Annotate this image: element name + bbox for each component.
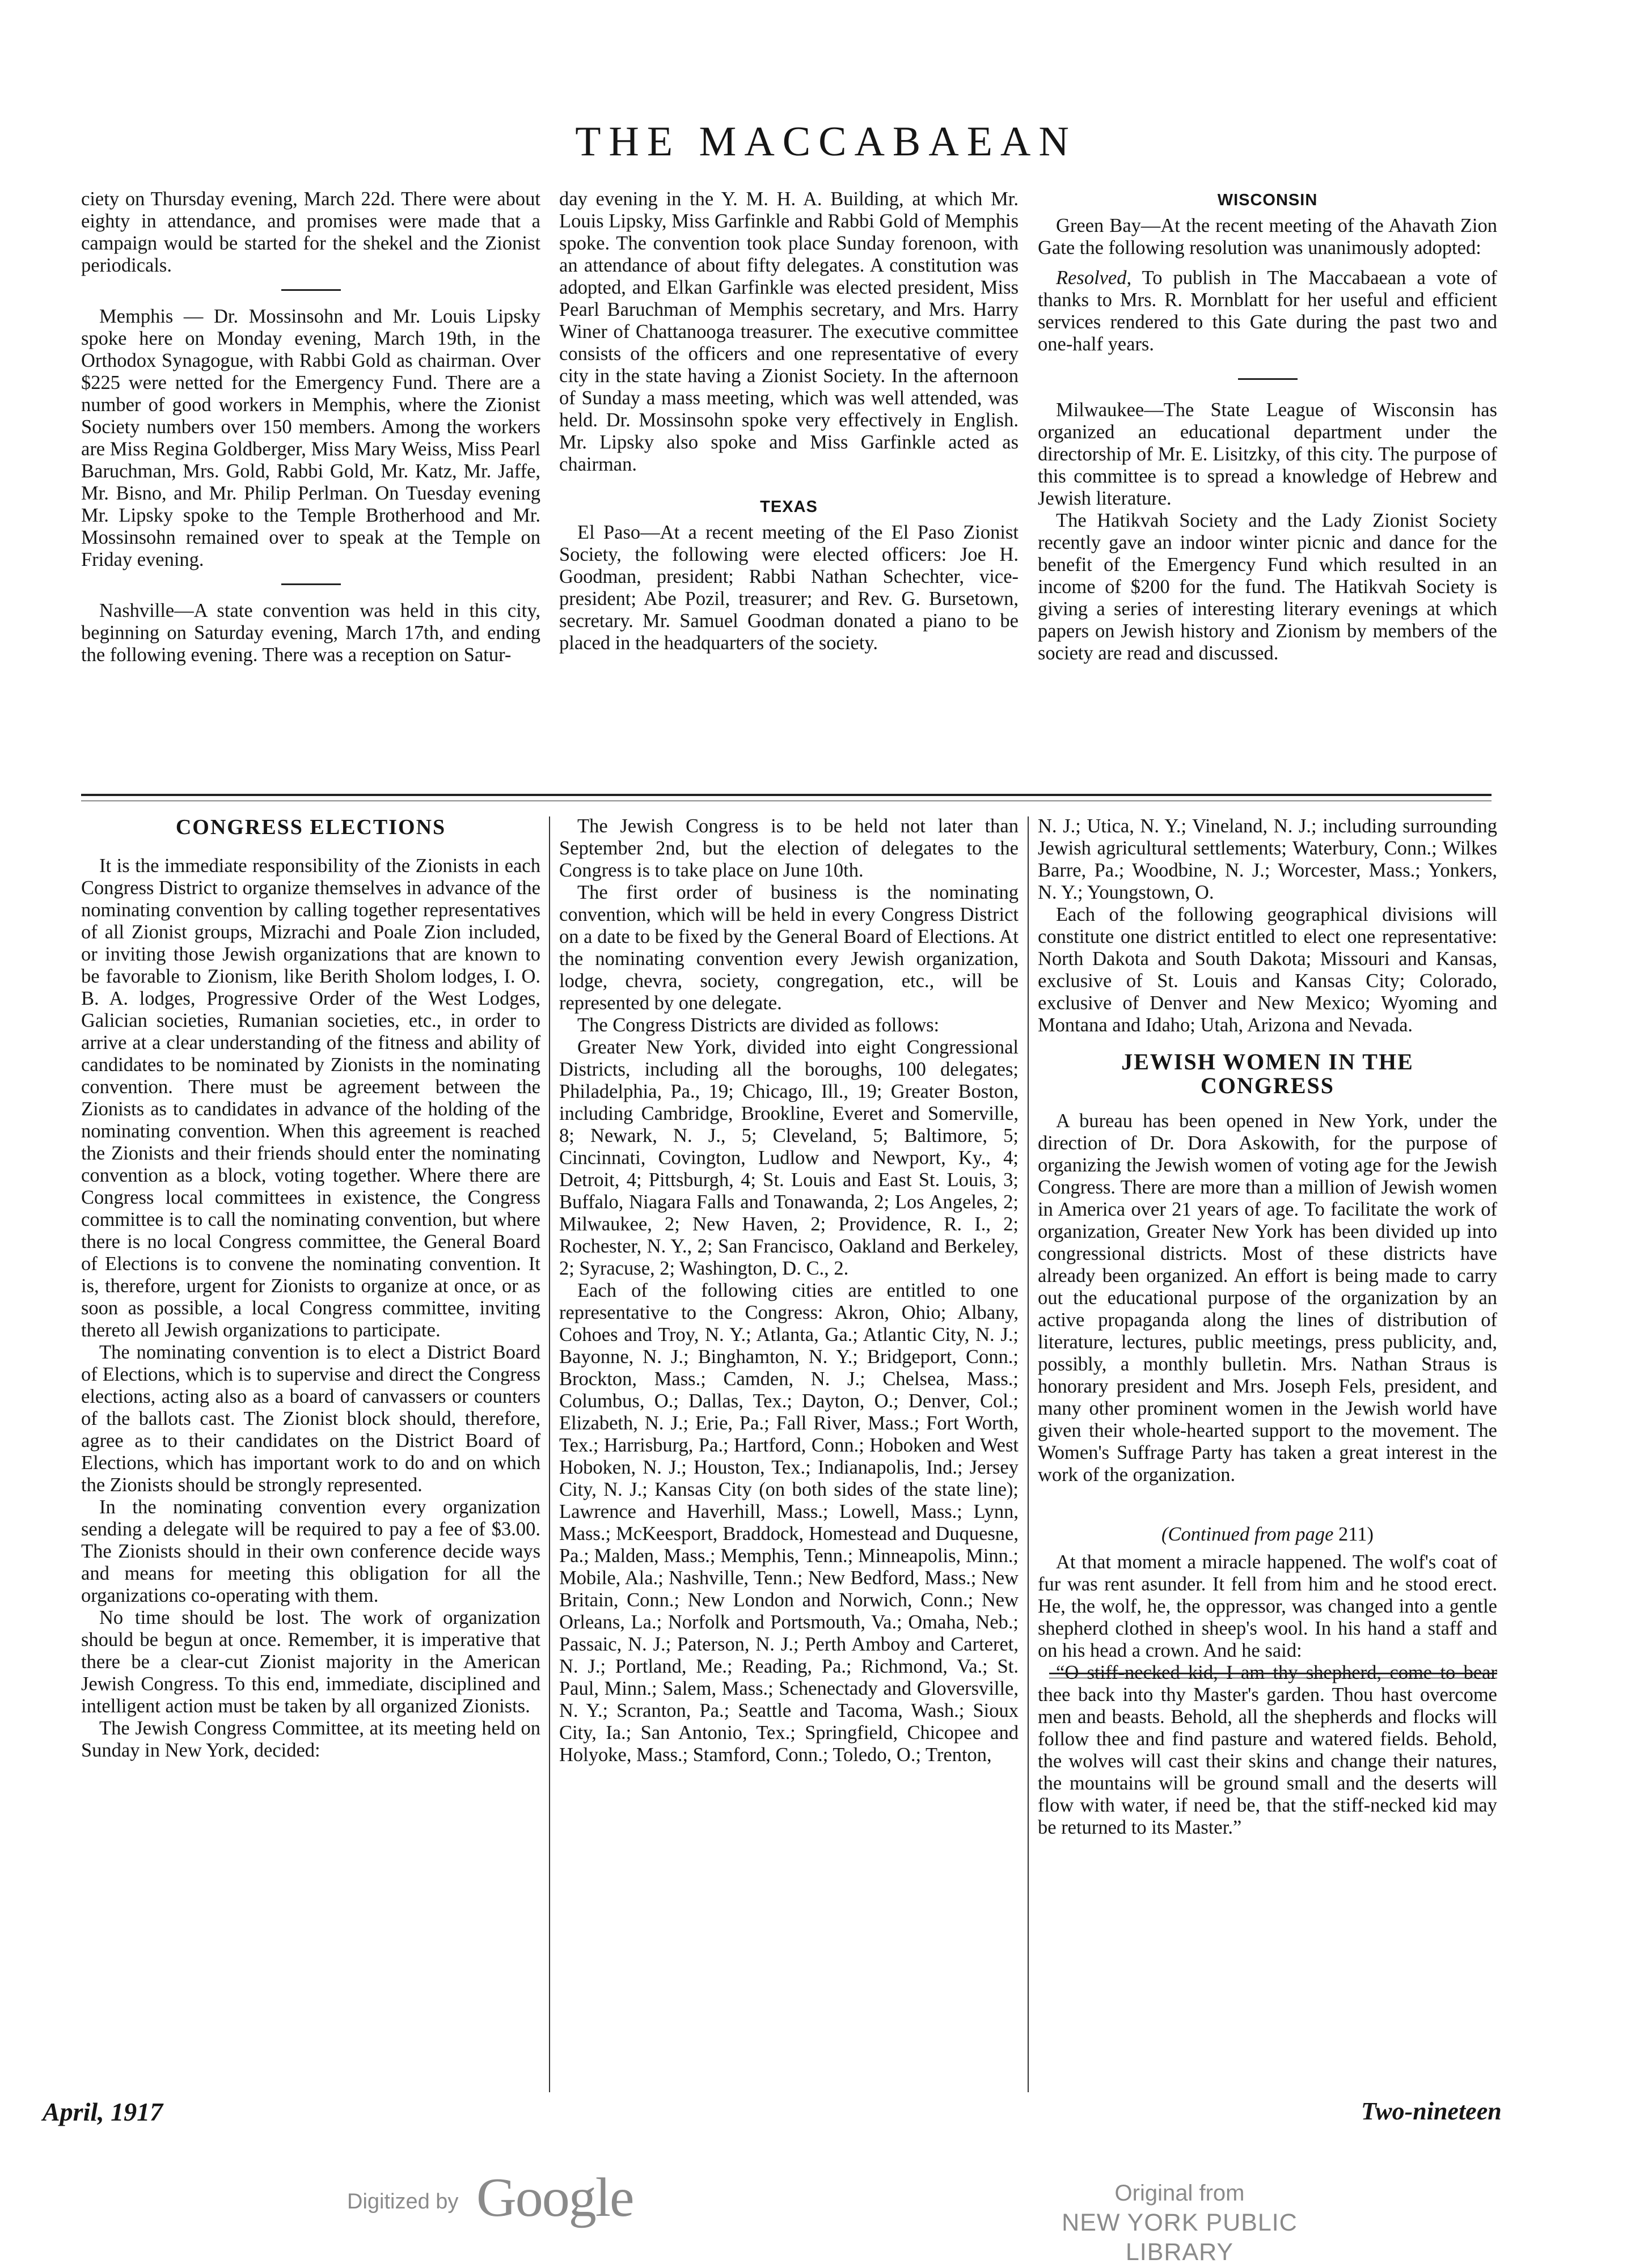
paragraph: In the nominating convention every organization sending a delegate will be required to pay a fee of $3.00. The Zionists should in their own conference decide ways and means for meeting this obligation for all the organizations co-operating with them.: [81, 1496, 540, 1606]
digitized-by-label: Digitized by: [347, 2190, 459, 2214]
paragraph: Nashville—A state convention was held in this city, beginning on Saturday evening, March 17th, and ending the following evening. There was a reception on Satur-: [81, 600, 540, 666]
heading-line: CONGRESS: [1200, 1073, 1335, 1098]
paragraph: The first order of business is the nominating convention, which will be held in every Congress District on a date to be fixed by the General Board of Elections. At the nominating convention every Jewish organization, lodge, chevra, society, congregation, etc., will be represented by one delegate.: [559, 882, 1019, 1014]
section-heading-wisconsin: WISCONSIN: [1217, 191, 1318, 209]
continued-italic: (Continued from page: [1161, 1524, 1334, 1545]
paragraph: At that moment a miracle happened. The wolf's coat of fur was rent asunder. It fell from him and he stood erect. He, the wolf, he, the oppressor, was changed into a gentle shepherd clothed in sheep's wool. In his hand a staff and on his head a crown. And he said:: [1038, 1551, 1497, 1661]
heading-line: JEWISH WOMEN IN THE: [1121, 1049, 1414, 1074]
paragraph: “O stiff-necked kid, I am thy shepherd, come to bear thee back into thy Master's garden. Thou hast overcome men and beasts. Behold, all the shepherds and flocks will follow thee and find pasture and watered fields. Behold, the wolves will cast their skins and change their natures, the mountains will be ground small and the deserts will flow with water, if need be, that the stiff-necked kid may be returned to its Master.”: [1038, 1662, 1497, 1838]
jewish-women-heading: [1038, 1050, 1497, 1098]
paragraph: ciety on Thursday evening, March 22d. There were about eighty in attendance, and promises were made that a campaign would be started for the shekel and the Zionist periodicals.: [81, 188, 540, 276]
masthead-title: THE MACCABAEAN: [575, 119, 1077, 165]
top-column-1: [81, 188, 540, 666]
section-double-rule: [81, 794, 1492, 801]
section-divider: [1238, 378, 1298, 380]
resolved-word: Resolved,: [1056, 267, 1132, 289]
paragraph: The Congress Districts are divided as follows:: [577, 1014, 940, 1036]
paragraph: El Paso—At a recent meeting of the El Paso Zionist Society, the following were elected officers: Joe H. Goodman, president; Rabbi Nathan Schechter, vice-president; Abe Pozil, treasurer; and Rev. G. Bursetown, secretary. Mr. Samuel Goodman donated a piano to be placed in the headquarters of the society.: [559, 522, 1019, 654]
page-number: Two-nineteen: [1361, 2097, 1502, 2125]
column-separator: [549, 816, 550, 2092]
paragraph: The nominating convention is to elect a District Board of Elections, which is to supervise and direct the Congress elections, acting also as a board of canvassers or counters of the ballots cast. The Zionist block should, therefore, agree as to their candidates on the District Board of Elections, which has important work to do and on which the Zionists should be strongly represented.: [81, 1342, 540, 1496]
bottom-column-1: [81, 815, 540, 1762]
paragraph: The Jewish Congress is to be held not later than September 2nd, but the election of delegates to the Congress is to take place on June 10th.: [559, 815, 1019, 881]
paragraph: The Jewish Congress Committee, at its meeting held on Sunday in New York, decided:: [81, 1717, 540, 1761]
story-separator-rule: [1049, 1673, 1497, 1678]
paragraph: Each of the following geographical divisions will constitute one district entitled to elect one representative: North Dakota and South Dakota; Missouri and Kansas, exclusive of St. Louis and Kansas City; Colorado, exclusive of Denver and New Mexico; Wyoming and Montana and Idaho; Utah, Arizona and Nevada.: [1038, 904, 1497, 1036]
top-column-3: [1038, 188, 1497, 665]
paragraph: N. J.; Utica, N. Y.; Vineland, N. J.; including surrounding Jewish agricultural settlements; Waterbury, Conn.; Wilkes Barre, Pa.; Woodbine, N. J.; Worcester, Mass.; Yonkers, N. Y.; Youngstown, O.: [1038, 815, 1497, 903]
paragraph: Greater New York, divided into eight Congressional Districts, including all the boroughs, 100 delegates; Philadelphia, Pa., 19; Chicago, Ill., 19; Greater Boston, including Cambridge, Brookline, Everet and Somerville, 8; Newark, N. J., 5; Cleveland, 5; Baltimore, 5; Cincinnati, Covington, Ludlow and Newport, Ky., 4; Detroit, 4; Pittsburgh, 4; St. Louis and East St. Louis, 3; Buffalo, Niagara Falls and Tonawanda, 2; Los Angeles, 2; Milwaukee, 2; New Haven, 2; Providence, R. I., 2; Rochester, N. Y., 2; San Francisco, Oakland and Berkeley, 2; Syracuse, 2; Washington, D. C., 2.: [559, 1036, 1019, 1279]
library-name: NEW YORK PUBLIC LIBRARY: [1062, 2209, 1298, 2266]
paragraph: A bureau has been opened in New York, under the direction of Dr. Dora Askowith, for the purpose of organizing the Jewish women of voting age for the Jewish Congress. There are more than a million of Jewish women in America over 21 years of age. To facilitate the work of organization, Greater New York has been divided up into congressional districts. Most of these districts have already been organized. An effort is being made to carry out the educational purpose of the organization by an active propaganda along the lines of distribution of literature, lectures, public meetings, press publicity, and, possibly, a monthly bulletin. Mrs. Nathan Straus is honorary president and Mrs. Joseph Fels, president, and many other prominent women in the Jewish world have given their whole-hearted support to the movement. The Women's Suffrage Party has taken a great interest in the work of the organization.: [1038, 1110, 1497, 1486]
section-heading-texas: TEXAS: [760, 498, 818, 516]
paragraph: Green Bay—At the recent meeting of the Ahavath Zion Gate the following resolution was unanimously adopted:: [1038, 215, 1497, 259]
column-separator: [1028, 816, 1029, 2092]
paragraph: Memphis — Dr. Mossinsohn and Mr. Louis Lipsky spoke here on Monday evening, March 19th, in the Orthodox Synagogue, with Rabbi Gold as chairman. Over $225 were netted for the Emergency Fund. There are a number of good workers in Memphis, where the Zionist Society numbers over 150 members. Among the workers are Miss Regina Goldberger, Miss Mary Weiss, Miss Pearl Baruchman, Mrs. Gold, Rabbi Gold, Mr. Katz, Mr. Jaffe, Mr. Bisno, and Mr. Philip Perlman. On Tuesday evening Mr. Lipsky spoke to the Temple Brotherhood and Mr. Mossinsohn remained over to speak at the Temple on Friday evening.: [81, 306, 540, 570]
section-divider: [281, 289, 341, 291]
google-logo: Google: [476, 2167, 633, 2228]
paragraph: Each of the following cities are entitled to one representative to the Congress: Akron, Ohio; Albany, Cohoes and Troy, N. Y.; Atlanta, Ga.; Atlantic City, N. J.; Bayonne, N. J.; Binghamton, N. Y.; Bridgeport, Conn.; Brockton, Mass.; Camden, N. J.; Chelsea, Mass.; Columbus, O.; Dallas, Tex.; Dayton, O.; Denver, Col.; Elizabeth, N. J.; Erie, Pa.; Fall River, Mass.; Fort Worth, Tex.; Harrisburg, Pa.; Hartford, Conn.; Hoboken and West Hoboken, N. J.; Houston, Tex.; Indianapolis, Ind.; Jersey City, N. J.; Kansas City (on both sides of the state line); Lawrence and Haverhill, Mass.; Lowell, Mass.; Lynn, Mass.; McKeesport, Braddock, Homestead and Duquesne, Pa.; Malden, Mass.; Memphis, Tenn.; Minneapolis, Minn.; Mobile, Ala.; Nashville, Tenn.; New Bedford, Mass.; New Britain, Conn.; New London and Norwich, Conn.; New Orleans, La.; Norfolk and Portsmouth, Va.; Omaha, Neb.; Passaic, N. J.; Paterson, N. J.; Perth Amboy and Carteret, N. J.; Portland, Me.; Reading, Pa.; Richmond, Va.; St. Paul, Minn.; Salem, Mass.; Schenectady and Gloversville, N. Y.; Scranton, Pa.; Seattle and Tacoma, Wash.; Sioux City, Ia.; San Antonio, Tex.; Springfield, Chicopee and Holyoke, Mass.; Stamford, Conn.; Toledo, O.; Trenton,: [559, 1280, 1019, 1766]
section-divider: [281, 583, 341, 585]
paragraph: day evening in the Y. M. H. A. Building, at which Mr. Louis Lipsky, Miss Garfinkle and Rabbi Gold of Memphis spoke. The convention took place Sunday forenoon, with an attendance of about fifty delegates. A constitution was adopted, and Elkan Garfinkle was elected president, Miss Pearl Baruchman of Memphis secretary, and Mrs. Harry Winer of Chattanooga treasurer. The executive committee consists of the officers and one representative of every city in the state having a Zionist Society. In the afternoon of Sunday a mass meeting, which was well attended, was held. Dr. Mossinsohn spoke very effectively in English. Mr. Lipsky also spoke and Miss Garfinkle acted as chairman.: [559, 188, 1019, 475]
bottom-column-2: [559, 815, 1019, 1766]
issue-date: April, 1917: [43, 2097, 163, 2126]
top-column-2: [559, 188, 1019, 654]
paragraph: It is the immediate responsibility of the Zionists in each Congress District to organize themselves in advance of the nominating convention by calling together representatives of all Zionist groups, Mizrachi and Poale Zion included, or inviting those Jewish organizations that are known to be favorable to Zionism, like Berith Sholom lodges, I. O. B. A. lodges, Progressive Order of the West Lodges, Galician societies, Rumanian societies, etc., in order to arrive at a clear understanding of the fitness and ability of candidates to be nominated by Zionists in the nominating convention. There must be agreement between the Zionists as to candidates in advance of the holding of the nominating convention. When this agreement is reached the Zionists and their friends should enter the nominating convention as a block, voting together. Where there are Congress local committees in existence, the Congress committee is to call the nominating convention, but where there is no local Congress committee, the General Board of Elections is to convene the nominating convention. It is, therefore, urgent for Zionists to organize at once, or as soon as possible, a local Congress committee, inviting thereto all Jewish organizations to participate.: [81, 855, 540, 1341]
congress-elections-heading: CONGRESS ELECTIONS: [175, 815, 446, 839]
resolution-text: To publish in The Maccabaean a vote of thanks to Mrs. R. Mornblatt for her useful and efficient services rendered to this Gate during the past two and one-half years.: [1038, 267, 1497, 355]
paragraph: No time should be lost. The work of organization should be begun at once. Remember, it is imperative that there be a clear-cut Zionist majority in the American Jewish Congress. To this end, immediate, disciplined and intelligent action must be taken by all organized Zionists.: [81, 1607, 540, 1717]
continued-note: [1038, 1524, 1497, 1546]
paragraph-resolved: [1038, 267, 1497, 356]
paragraph: The Hatikvah Society and the Lady Zionist Society recently gave an indoor winter picnic and dance for the benefit of the Emergency Fund which resulted in an income of $200 for the fund. The Hatikvah Society is giving a series of interesting literary evenings at which papers on Jewish history and Zionism by members of the society are read and discussed.: [1038, 510, 1497, 664]
original-source-note: [1009, 2178, 1350, 2267]
continued-page-number: 211): [1338, 1524, 1374, 1545]
paragraph: Milwaukee—The State League of Wisconsin has organized an educational department under the directorship of Mr. E. Lisitzky, of this city. The purpose of this committee is to spread a knowledge of Hebrew and Jewish literature.: [1038, 399, 1497, 509]
bottom-column-3: [1038, 815, 1497, 1839]
original-from-label: Original from: [1114, 2181, 1245, 2206]
